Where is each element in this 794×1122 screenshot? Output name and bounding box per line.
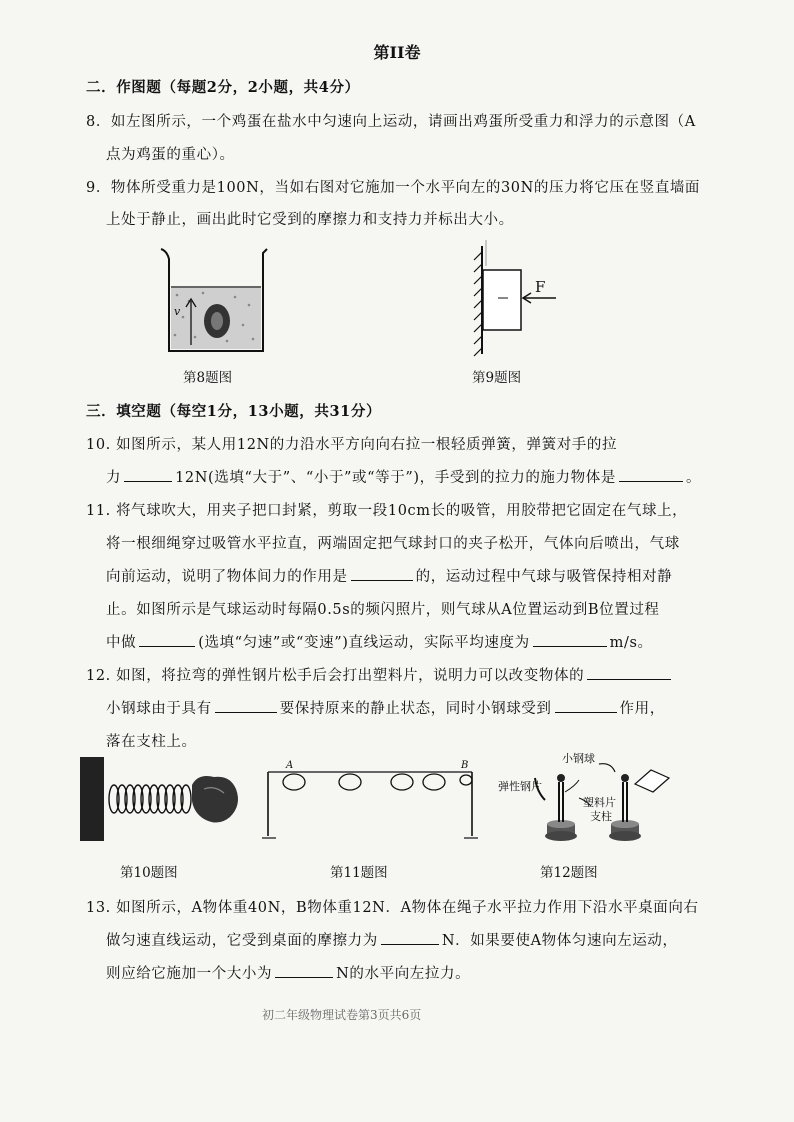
q11-text-3b: 的，运动过程中气球与吸管保持相对静 (415, 569, 673, 585)
q11-text-5c: m/s。 (609, 635, 653, 651)
fig10-spring-diagram (80, 755, 250, 843)
q11-blank-1[interactable] (351, 566, 413, 581)
q11-text-5a: 中做 (106, 635, 137, 651)
q9-line2: 上处于静止，画出此时它受到的摩擦力和支持力并标出大小。 (106, 212, 514, 228)
page-footer: 初二年级物理试卷第3页共6页 (262, 1008, 422, 1022)
q11-blank-2[interactable] (139, 632, 195, 647)
fig12-post-label: 支柱 (590, 810, 612, 823)
q12-text-2a: 小钢球由于具有 (106, 701, 212, 717)
q11-line4: 止。如图所示是气球运动时每隔0.5s的频闪照片，则气球从A位置运动到B位置过程 (106, 602, 660, 618)
q12-line3: 落在支柱上。 (106, 734, 197, 750)
q13-text-2b: N．如果要使A物体匀速向左运动， (441, 933, 678, 949)
q12-blank-1[interactable] (587, 665, 671, 680)
q12-text-2b: 要保持原来的静止状态，同时小钢球受到 (279, 701, 552, 717)
q13-text-3a: 则应给它施加一个大小为 (106, 966, 273, 982)
q11-blank-3[interactable] (533, 632, 607, 647)
fig8-beaker-diagram (155, 245, 275, 360)
fig12-plastic-label: 塑料片 (583, 796, 616, 809)
q11-text-3a: 向前运动，说明了物体间力的作用是 (106, 569, 348, 585)
section3-heading: 三．填空题（每空1分，13小题，共31分） (86, 403, 382, 420)
fig12-caption: 第12题图 (540, 865, 598, 881)
fig11-label-b: B (461, 760, 469, 771)
q11-text-5b: (选填“匀速”或“变速”)直线运动，实际平均速度为 (198, 635, 530, 651)
fig10-caption: 第10题图 (120, 865, 178, 881)
q13-blank-2[interactable] (275, 963, 333, 978)
q12-text-1a: 12. 如图，将拉弯的弹性钢片松手后会打出塑料片，说明力可以改变物体的 (86, 668, 585, 684)
fig8-caption: 第8题图 (183, 370, 233, 386)
q13-text-3b: N的水平向左拉力。 (336, 966, 471, 982)
fig8-velocity-label: v (174, 305, 181, 318)
fig9-caption: 第9题图 (472, 370, 522, 386)
q8-line1: 8．如左图所示，一个鸡蛋在盐水中匀速向上运动，请画出鸡蛋所受重力和浮力的示意图（A (86, 114, 696, 130)
q13-text-2a: 做匀速直线运动，它受到桌面的摩擦力为 (106, 933, 378, 949)
q10-blank-2[interactable] (619, 467, 683, 482)
q10-blank-1[interactable] (124, 467, 172, 482)
fig11-balloon-diagram (262, 760, 487, 850)
q12-text-2c: 作用， (619, 701, 665, 717)
fig11-caption: 第11题图 (330, 865, 388, 881)
q9-line1: 9．物体所受重力是100N，当如右图对它施加一个水平向左的30N的压力将它压在竖直墙面 (86, 180, 701, 196)
q10-text-b: 12N(选填“大于”、“小于”或“等于”)，手受到的拉力的施力物体是 (175, 470, 616, 486)
q10-text-c: 。 (685, 470, 702, 486)
fig12-ball-label: 小钢球 (562, 752, 595, 765)
section2-heading: 二．作图题（每题2分，2小题，共4分） (86, 79, 360, 96)
fig11-label-a: A (286, 760, 294, 771)
q12-blank-3[interactable] (555, 698, 617, 713)
q10-text-a: 力 (106, 470, 122, 486)
q11-line1: 11. 将气球吹大，用夹子把口封紧，剪取一段10cm长的吸管，用胶带把它固定在气球上， (86, 503, 688, 519)
fig12-spring-label: 弹性钢片 (498, 780, 542, 793)
q11-line2: 将一根细绳穿过吸管水平拉直，两端固定把气球封口的夹子松开，气体向后喷出，气球 (106, 536, 680, 552)
q13-line1: 13. 如图所示，A物体重40N，B物体重12N．A物体在绳子水平拉力作用下沿水平桌面向右 (86, 900, 699, 916)
page-title: 第II卷 (373, 43, 421, 62)
fig9-force-label: F (535, 278, 546, 296)
fig9-wall-block-diagram (460, 238, 570, 358)
q13-blank-1[interactable] (381, 930, 439, 945)
q8-line2: 点为鸡蛋的重心）。 (106, 147, 235, 163)
q12-blank-2[interactable] (215, 698, 277, 713)
q10-line1: 10. 如图所示，某人用12N的力沿水平方向向右拉一根轻质弹簧，弹簧对手的拉 (86, 437, 618, 453)
